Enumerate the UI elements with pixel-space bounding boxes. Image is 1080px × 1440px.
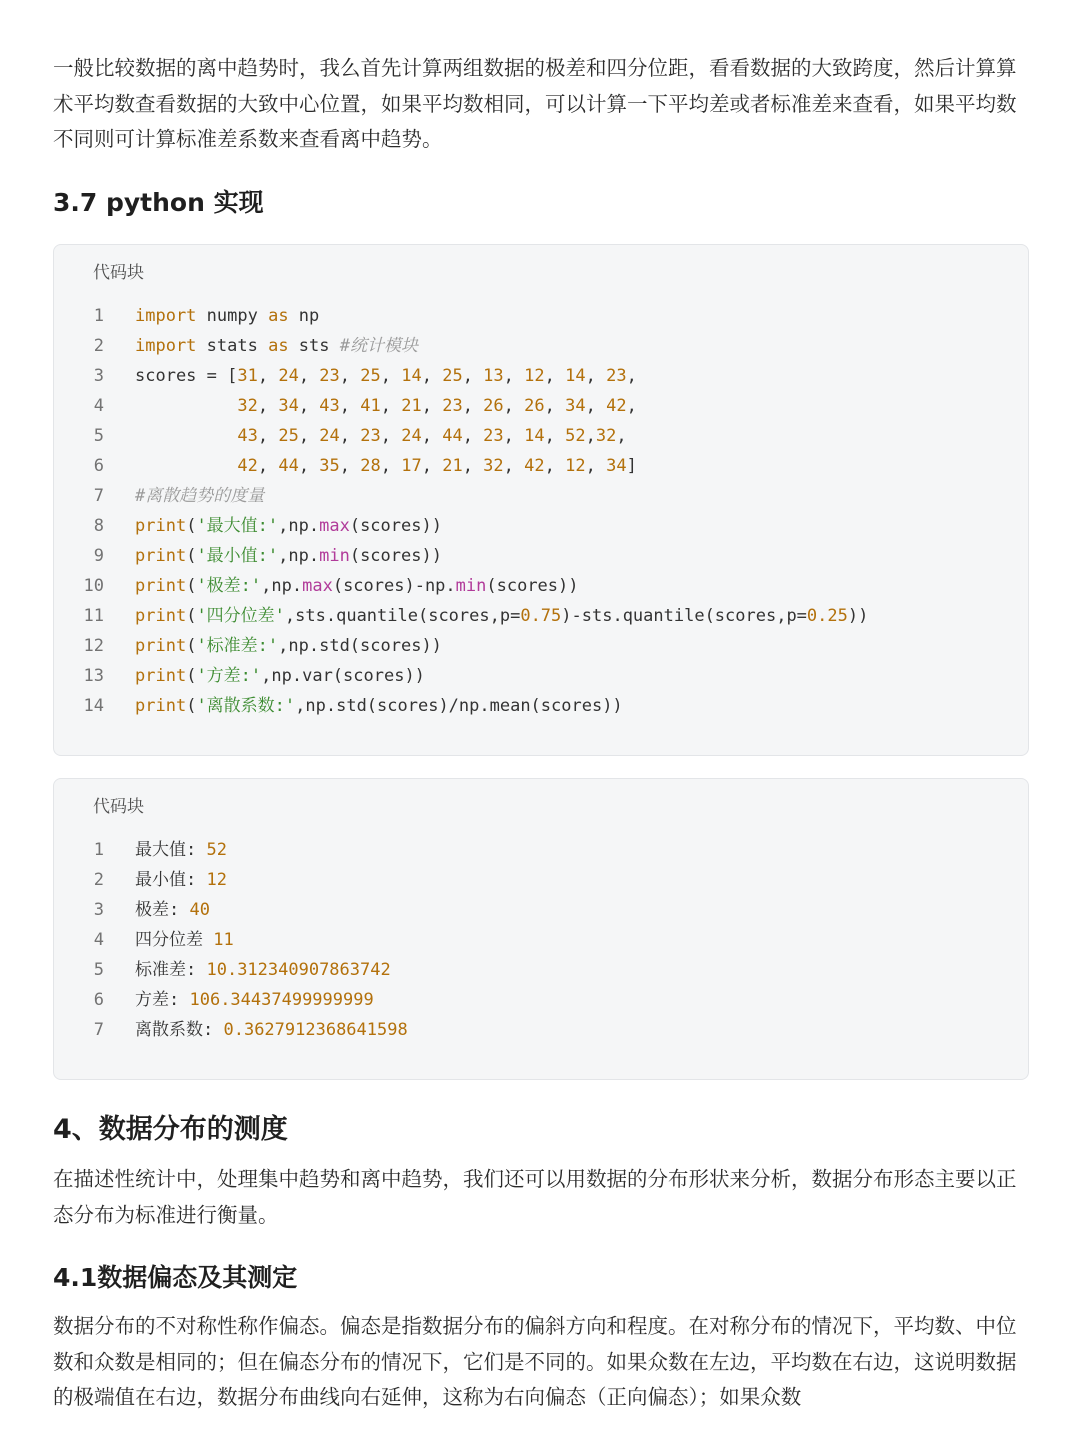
code-token: #离散趋势的度量 <box>135 486 265 506</box>
code-token: 0.3627912368641598 <box>223 1020 408 1040</box>
section-4-title: 4、数据分布的测度 <box>53 1114 288 1145</box>
code-token: 42 <box>237 456 258 476</box>
code-token: )-sts.quantile(scores,p= <box>561 606 807 626</box>
code-token: , <box>462 366 484 386</box>
code-token: 44 <box>442 426 463 446</box>
code-line <box>54 601 1028 631</box>
code-token: print <box>135 636 187 656</box>
code-token: 34 <box>565 396 586 416</box>
code-token: ,np. <box>278 516 320 536</box>
code-token: 43 <box>319 396 340 416</box>
code-token: 26 <box>524 396 545 416</box>
code-token: 23 <box>319 366 340 386</box>
code-token: 12 <box>206 870 227 890</box>
code-token: import <box>135 306 197 326</box>
code-token: 34 <box>278 396 299 416</box>
code-token: 25 <box>360 366 381 386</box>
code-token: , <box>616 426 627 446</box>
code-token: , <box>421 396 443 416</box>
line-content <box>135 391 637 421</box>
code-token: as <box>268 336 289 356</box>
code-token: 28 <box>360 456 381 476</box>
code-token: '最小值:' <box>196 546 279 566</box>
section-3-7-title: 3.7 python 实现 <box>53 188 264 217</box>
code-token: 11 <box>213 930 234 950</box>
code-token: 52 <box>565 426 586 446</box>
code-token: , <box>421 426 443 446</box>
code-token: 21 <box>401 396 422 416</box>
code-token: , <box>544 396 566 416</box>
line-content <box>135 955 391 985</box>
code-token: ( <box>186 516 197 536</box>
code-token: numpy <box>196 306 269 326</box>
line-number: 2 <box>93 870 104 890</box>
code-token: ,np. <box>261 576 303 596</box>
code-token: , <box>298 456 320 476</box>
line-number: 3 <box>93 900 104 920</box>
code-token: ,np.std(scores)) <box>278 636 442 656</box>
section-4-paragraph: 在描述性统计中，处理集中趋势和离中趋势，我们还可以用数据的分布形状来分析，数据分布形态主要以正态分布为标准进行衡量。 <box>53 1167 1017 1227</box>
code-token: max <box>319 516 350 536</box>
code-token: 42 <box>524 456 545 476</box>
code-token: 44 <box>278 456 299 476</box>
code-token: scores = [ <box>135 366 238 386</box>
line-content <box>135 301 319 331</box>
code-token: 离散系数: <box>135 1020 224 1040</box>
code-line <box>54 631 1028 661</box>
code-token: 35 <box>319 456 340 476</box>
code-token: , <box>503 456 525 476</box>
code-line <box>54 1015 1028 1045</box>
code-token: print <box>135 516 187 536</box>
code-token: , <box>462 456 484 476</box>
code-token: , <box>339 396 361 416</box>
line-content <box>135 895 210 925</box>
code-token: 最小值: <box>135 870 207 890</box>
code-lines <box>54 835 1028 1045</box>
code-token: ( <box>186 576 197 596</box>
code-token: '极差:' <box>196 576 262 596</box>
code-token: , <box>380 456 402 476</box>
line-number: 7 <box>93 1020 104 1040</box>
code-token: , <box>298 426 320 446</box>
code-token: ,np. <box>278 546 320 566</box>
code-token: #统计模块 <box>339 336 418 356</box>
code-token: 17 <box>401 456 422 476</box>
code-lines <box>54 301 1028 721</box>
code-line <box>54 865 1028 895</box>
line-number: 13 <box>83 666 104 686</box>
code-token: 0.75 <box>520 606 562 626</box>
line-number: 2 <box>93 336 104 356</box>
code-token <box>135 456 237 476</box>
code-token: 106.34437499999999 <box>189 990 374 1010</box>
code-token: 21 <box>442 456 463 476</box>
code-token: ( <box>186 606 197 626</box>
code-token: 24 <box>319 426 340 446</box>
code-token: , <box>421 366 443 386</box>
code-token: ( <box>186 666 197 686</box>
code-line <box>54 985 1028 1015</box>
line-number: 4 <box>93 396 104 416</box>
line-content <box>135 511 442 541</box>
code-token: 31 <box>237 366 258 386</box>
code-token: , <box>380 366 402 386</box>
code-token <box>135 426 237 446</box>
code-token: 最大值: <box>135 840 207 860</box>
code-token: , <box>544 426 566 446</box>
code-token: 41 <box>360 396 381 416</box>
code-token: (scores)) <box>349 546 442 566</box>
code-token: 26 <box>483 396 504 416</box>
code-token: 32 <box>595 426 617 446</box>
code-token: (scores)-np. <box>332 576 456 596</box>
line-content <box>135 601 868 631</box>
code-token: , <box>585 366 607 386</box>
code-line <box>54 301 1028 331</box>
code-token: ( <box>186 636 197 656</box>
line-number: 6 <box>93 456 104 476</box>
code-token: 12 <box>524 366 545 386</box>
code-token: '四分位差' <box>196 606 285 626</box>
code-token: print <box>135 546 187 566</box>
line-number: 3 <box>93 366 104 386</box>
code-token: , <box>257 366 279 386</box>
code-token: 14 <box>565 366 586 386</box>
code-token: 32 <box>237 396 258 416</box>
code-line <box>54 391 1028 421</box>
line-number: 6 <box>93 990 104 1010</box>
code-token: 24 <box>401 426 422 446</box>
line-content <box>135 631 442 661</box>
code-token: 标准差: <box>135 960 207 980</box>
code-token: , <box>421 456 443 476</box>
code-line <box>54 691 1028 721</box>
code-token: '标准差:' <box>196 636 279 656</box>
code-token: 32 <box>483 456 504 476</box>
code-token: , <box>257 456 279 476</box>
line-content <box>135 691 623 721</box>
line-content <box>135 541 442 571</box>
line-number: 8 <box>93 516 104 536</box>
code-token: print <box>135 606 187 626</box>
code-token: , <box>257 426 279 446</box>
code-token: ,np.var(scores)) <box>261 666 425 686</box>
code-token: np <box>288 306 320 326</box>
code-token: , <box>503 426 525 446</box>
code-block-python[interactable] <box>53 244 1029 756</box>
code-token: , <box>380 426 402 446</box>
code-line <box>54 361 1028 391</box>
code-line <box>54 661 1028 691</box>
code-token: 23 <box>483 426 504 446</box>
line-content <box>135 571 579 601</box>
line-number: 5 <box>93 426 104 446</box>
code-token: sts <box>288 336 340 356</box>
line-content <box>135 835 227 865</box>
line-number: 11 <box>83 606 104 626</box>
code-token: 极差: <box>135 900 190 920</box>
code-token: , <box>626 366 637 386</box>
line-number: 12 <box>83 636 104 656</box>
code-token: 43 <box>237 426 258 446</box>
line-number: 1 <box>93 840 104 860</box>
code-token: 23 <box>360 426 381 446</box>
code-token: print <box>135 576 187 596</box>
code-token: 24 <box>278 366 299 386</box>
intro-paragraph: 一般比较数据的离中趋势时，我么首先计算两组数据的极差和四分位距，看看数据的大致跨度，然后计算算术平均数查看数据的大致中心位置，如果平均数相同，可以计算一下平均差或者标准差来查看，如果平均数不同则可计算标准差系数来查看离中趋势。 <box>53 56 1017 151</box>
code-token: , <box>585 396 607 416</box>
code-token: , <box>298 366 320 386</box>
code-token: 42 <box>606 396 627 416</box>
code-token: 25 <box>442 366 463 386</box>
code-token: '最大值:' <box>196 516 279 536</box>
line-number: 5 <box>93 960 104 980</box>
code-token: ] <box>626 456 637 476</box>
line-content <box>135 481 264 511</box>
code-token: '方差:' <box>196 666 262 686</box>
code-token: 方差: <box>135 990 190 1010</box>
line-content <box>135 421 627 451</box>
code-token: 40 <box>189 900 210 920</box>
code-token: max <box>302 576 333 596</box>
line-number: 10 <box>83 576 104 596</box>
code-token: 14 <box>524 426 545 446</box>
code-line <box>54 835 1028 865</box>
line-content <box>135 361 637 391</box>
code-token <box>135 396 237 416</box>
code-line <box>54 925 1028 955</box>
code-token: '离散系数:' <box>196 696 296 716</box>
code-token: 12 <box>565 456 586 476</box>
line-number: 1 <box>93 306 104 326</box>
code-block-label: 代码块 <box>93 263 144 283</box>
line-number: 7 <box>93 486 104 506</box>
code-line <box>54 895 1028 925</box>
code-token: , <box>585 456 607 476</box>
code-line <box>54 421 1028 451</box>
code-token: 34 <box>606 456 627 476</box>
code-token: , <box>462 426 484 446</box>
code-block-label: 代码块 <box>93 797 144 817</box>
line-content <box>135 331 418 361</box>
code-token: 0.25 <box>806 606 848 626</box>
code-token: , <box>503 366 525 386</box>
section-4-1-paragraph: 数据分布的不对称性称作偏态。偏态是指数据分布的偏斜方向和程度。在对称分布的情况下，平均数、中位数和众数是相同的；但在偏态分布的情况下，它们是不同的。如果众数在左边，平均数在右边，这说明数据的极端值在右边，数据分布曲线向右延伸，这称为右向偏态（正向偏态）；如果众数 <box>53 1314 1017 1409</box>
code-token: stats <box>196 336 269 356</box>
code-token: , <box>626 396 637 416</box>
code-token: 14 <box>401 366 422 386</box>
line-content <box>135 1015 408 1045</box>
code-token: 10.312340907863742 <box>206 960 391 980</box>
code-token: , <box>544 366 566 386</box>
code-line <box>54 541 1028 571</box>
line-content <box>135 451 637 481</box>
code-token: (scores)) <box>486 576 579 596</box>
code-token: , <box>339 456 361 476</box>
code-token: ( <box>186 696 197 716</box>
code-token: , <box>257 396 279 416</box>
line-number: 4 <box>93 930 104 950</box>
line-content <box>135 865 227 895</box>
code-token: 13 <box>483 366 504 386</box>
code-token: 23 <box>442 396 463 416</box>
code-token: ,np.std(scores)/np.mean(scores)) <box>295 696 623 716</box>
code-line <box>54 481 1028 511</box>
line-content <box>135 661 425 691</box>
code-token: min <box>455 576 487 596</box>
code-token: print <box>135 696 187 716</box>
code-token: , <box>462 396 484 416</box>
code-token: , <box>339 426 361 446</box>
code-token: )) <box>847 606 869 626</box>
code-token: , <box>503 396 525 416</box>
line-content <box>135 985 374 1015</box>
code-line <box>54 451 1028 481</box>
code-token: , <box>298 396 320 416</box>
code-token: ,sts.quantile(scores,p= <box>284 606 521 626</box>
code-token: 四分位差 <box>135 930 214 950</box>
section-4-1-title: 4.1数据偏态及其测定 <box>53 1263 298 1292</box>
code-token: print <box>135 666 187 686</box>
code-token: , <box>585 426 596 446</box>
code-token: 23 <box>606 366 627 386</box>
line-number: 14 <box>83 696 104 716</box>
code-token: import <box>135 336 197 356</box>
code-token: , <box>544 456 566 476</box>
code-token: 25 <box>278 426 299 446</box>
code-line <box>54 331 1028 361</box>
line-number: 9 <box>93 546 104 566</box>
code-line <box>54 571 1028 601</box>
code-token: ( <box>186 546 197 566</box>
code-line <box>54 955 1028 985</box>
code-token: (scores)) <box>349 516 442 536</box>
code-line <box>54 511 1028 541</box>
code-token: min <box>319 546 350 566</box>
code-token: as <box>268 306 289 326</box>
code-block-output[interactable] <box>53 778 1029 1080</box>
code-token: , <box>339 366 361 386</box>
code-token: , <box>380 396 402 416</box>
code-token: 52 <box>206 840 227 860</box>
line-content <box>135 925 234 955</box>
